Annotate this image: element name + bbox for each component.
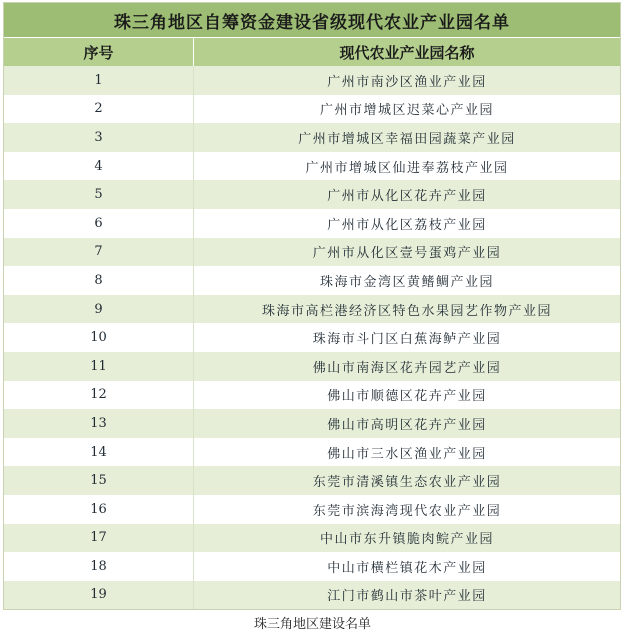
header-park-name: 现代农业产业园名称 [339,43,475,62]
table-title: 珠三角地区自筹资金建设省级现代农业产业园名单 [4,3,620,38]
row-park-name: 佛山市顺德区花卉产业园 [327,389,487,405]
row-park-name: 珠海市高栏港经济区特色水果园艺作物产业园 [261,303,552,319]
row-serial-number: 4 [4,152,194,181]
row-park-name: 广州市从化区花卉产业园 [327,189,487,205]
table-row [4,524,620,553]
row-park-name: 中山市东升镇脆肉鲩产业园 [319,532,494,548]
park-list-table [3,2,621,610]
row-park-name: 东莞市清溪镇生态农业产业园 [312,475,502,491]
table-row [4,95,620,124]
row-serial-number: 7 [4,238,194,267]
table-row [4,495,620,524]
table-row [4,295,620,324]
table-row [4,352,620,381]
row-serial-number: 11 [4,352,194,381]
row-serial-number: 14 [4,438,194,467]
row-serial-number: 6 [4,209,194,238]
table-row [4,180,620,209]
row-serial-number: 16 [4,495,194,524]
table-body [4,66,620,609]
row-serial-number: 3 [4,123,194,152]
row-serial-number: 17 [4,524,194,553]
row-park-name: 广州市增城区仙进奉荔枝产业园 [305,160,509,176]
table-row [4,438,620,467]
row-serial-number: 12 [4,381,194,410]
header-serial-number: 序号 [4,38,194,66]
table-row [4,381,620,410]
row-serial-number: 19 [4,581,194,610]
row-serial-number: 2 [4,95,194,124]
table-row [4,552,620,581]
table-row [4,209,620,238]
table-row [4,323,620,352]
row-serial-number: 13 [4,409,194,438]
row-park-name: 东莞市滨海湾现代农业产业园 [312,503,502,519]
table-row [4,123,620,152]
table-row [4,266,620,295]
table-row [4,409,620,438]
table-row [4,581,620,610]
row-serial-number: 9 [4,295,194,324]
row-park-name: 广州市增城区幸福田园蔬菜产业园 [298,131,516,147]
table-header-row [4,38,620,66]
row-park-name: 佛山市三水区渔业产业园 [327,446,487,462]
table-row [4,152,620,181]
row-serial-number: 8 [4,266,194,295]
row-serial-number: 10 [4,323,194,352]
row-park-name: 佛山市高明区花卉产业园 [327,417,487,433]
row-park-name: 中山市横栏镇花木产业园 [327,560,487,576]
row-serial-number: 1 [4,66,194,95]
row-serial-number: 5 [4,180,194,209]
row-park-name: 佛山市南海区花卉园艺产业园 [312,360,502,376]
row-serial-number: 15 [4,466,194,495]
row-park-name: 广州市从化区壹号蛋鸡产业园 [312,246,502,262]
row-park-name: 广州市增城区迟菜心产业园 [319,103,494,119]
row-park-name: 广州市南沙区渔业产业园 [327,74,487,90]
row-park-name: 珠海市斗门区白蕉海鲈产业园 [312,332,502,348]
row-park-name: 珠海市金湾区黄鳍鲷产业园 [319,274,494,290]
image-caption: 珠三角地区建设名单 [253,617,371,632]
table-row [4,238,620,267]
table-row [4,466,620,495]
row-park-name: 江门市鹤山市茶叶产业园 [327,589,487,605]
row-serial-number: 18 [4,552,194,581]
row-park-name: 广州市从化区荔枝产业园 [327,217,487,233]
table-row [4,66,620,95]
